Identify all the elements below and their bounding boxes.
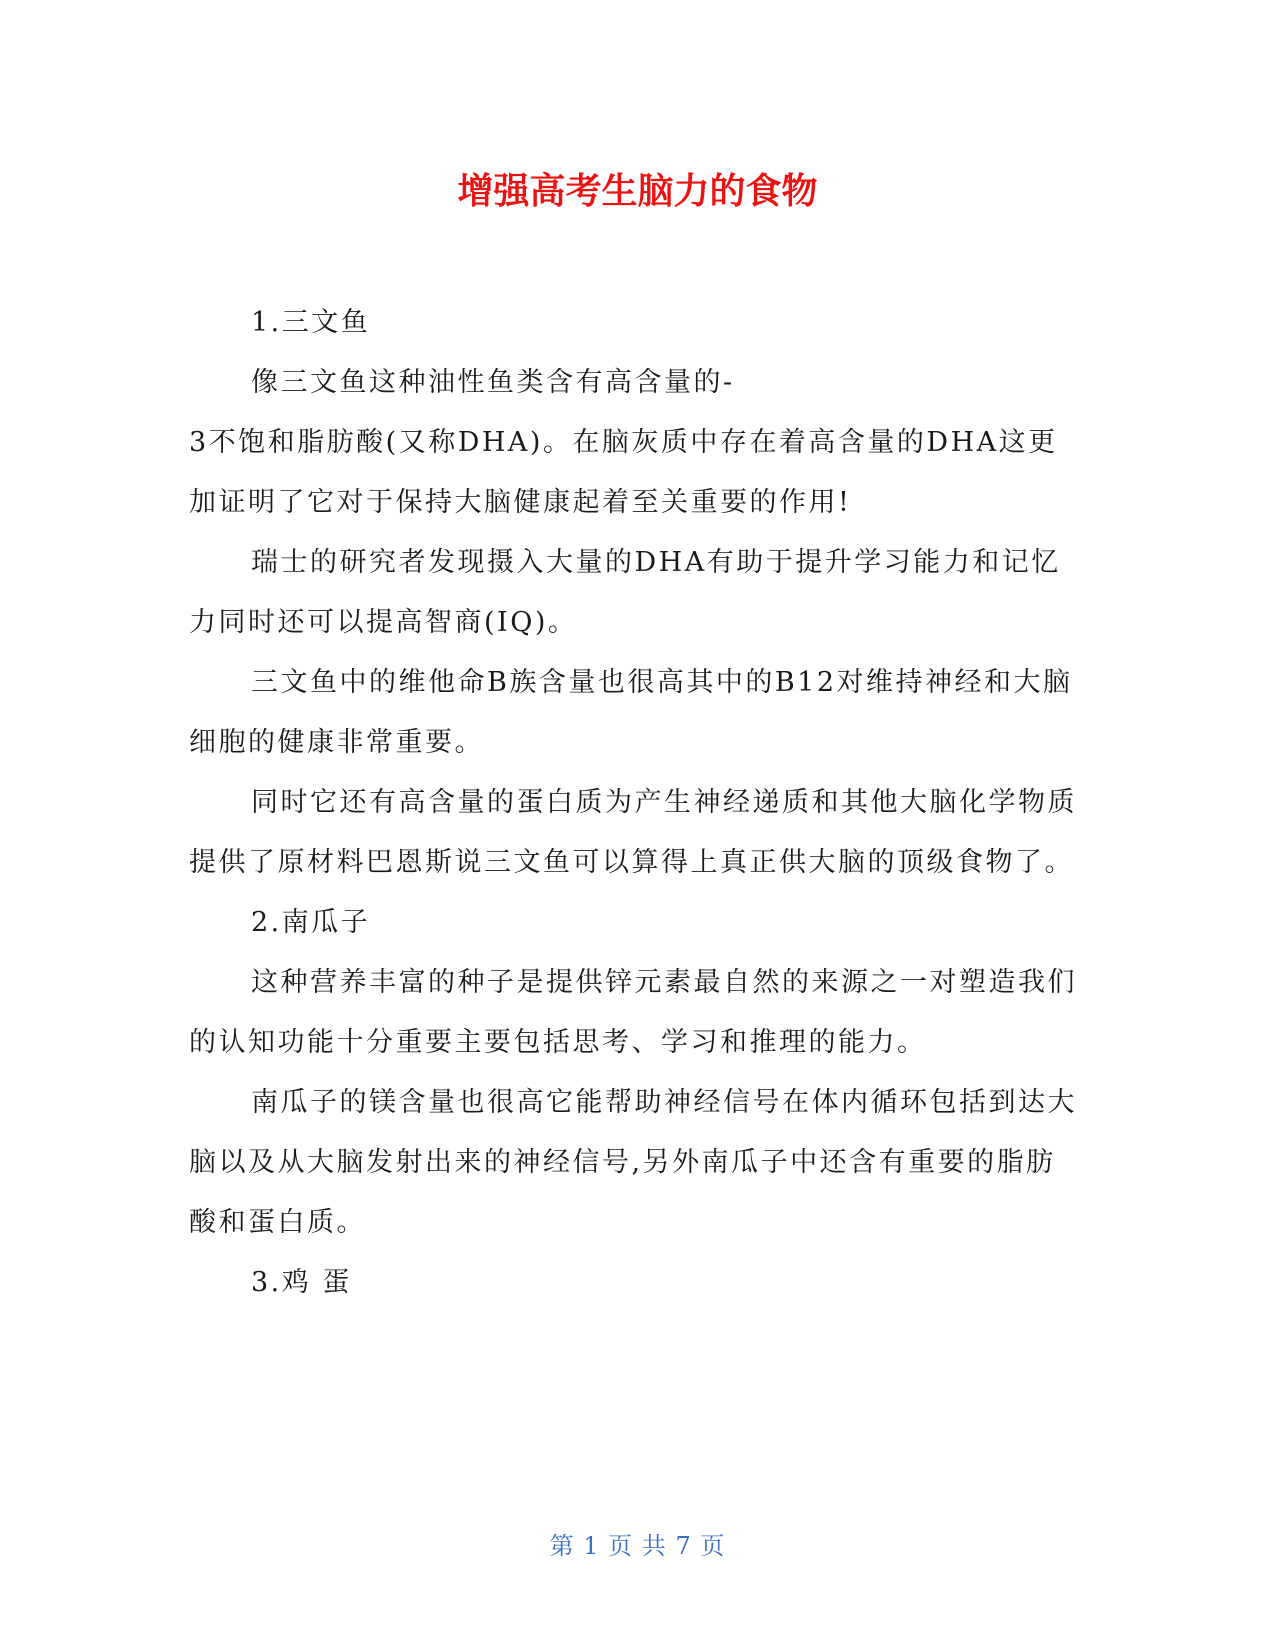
section-heading-salmon: 1.三文鱼 xyxy=(251,307,371,338)
footer-prefix: 第 xyxy=(549,1532,575,1560)
footer-total-pages: 7 xyxy=(675,1532,692,1560)
footer-suffix: 页 xyxy=(700,1532,726,1560)
page-footer xyxy=(0,1530,1275,1562)
paragraph: 三文鱼中的维他命B族含量也很高其中的B12对维持神经和大脑细胞的健康非常重要。 xyxy=(189,667,1073,758)
paragraph: 这种营养丰富的种子是提供锌元素最自然的来源之一对塑造我们的认知功能十分重要主要包括思考、学习和推理的能力。 xyxy=(189,967,1077,1058)
section-heading-pumpkin-seeds: 2.南瓜子 xyxy=(251,907,371,938)
section-heading-eggs: 3.鸡 蛋 xyxy=(251,1267,352,1298)
paragraph: 3不饱和脂肪酸(又称DHA)。在脑灰质中存在着高含量的DHA这更加证明了它对于保持大脑健康起着至关重要的作用! xyxy=(189,427,1058,518)
footer-middle: 页 共 xyxy=(608,1532,667,1560)
footer-page-number: 1 xyxy=(583,1532,600,1560)
document-body xyxy=(189,293,1085,1313)
paragraph: 瑞士的研究者发现摄入大量的DHA有助于提升学习能力和记忆力同时还可以提高智商(IQ)。 xyxy=(189,547,1061,638)
paragraph: 同时它还有高含量的蛋白质为产生神经递质和其他大脑化学物质提供了原材料巴恩斯说三文鱼可以算得上真正供大脑的顶级食物了。 xyxy=(189,787,1077,878)
paragraph: 像三文鱼这种油性鱼类含有高含量的- xyxy=(251,367,735,398)
document-title: 增强高考生脑力的食物 xyxy=(457,171,818,212)
paragraph: 南瓜子的镁含量也很高它能帮助神经信号在体内循环包括到达大脑以及从大脑发射出来的神经信号,另外南瓜子中还含有重要的脂肪酸和蛋白质。 xyxy=(189,1087,1077,1238)
